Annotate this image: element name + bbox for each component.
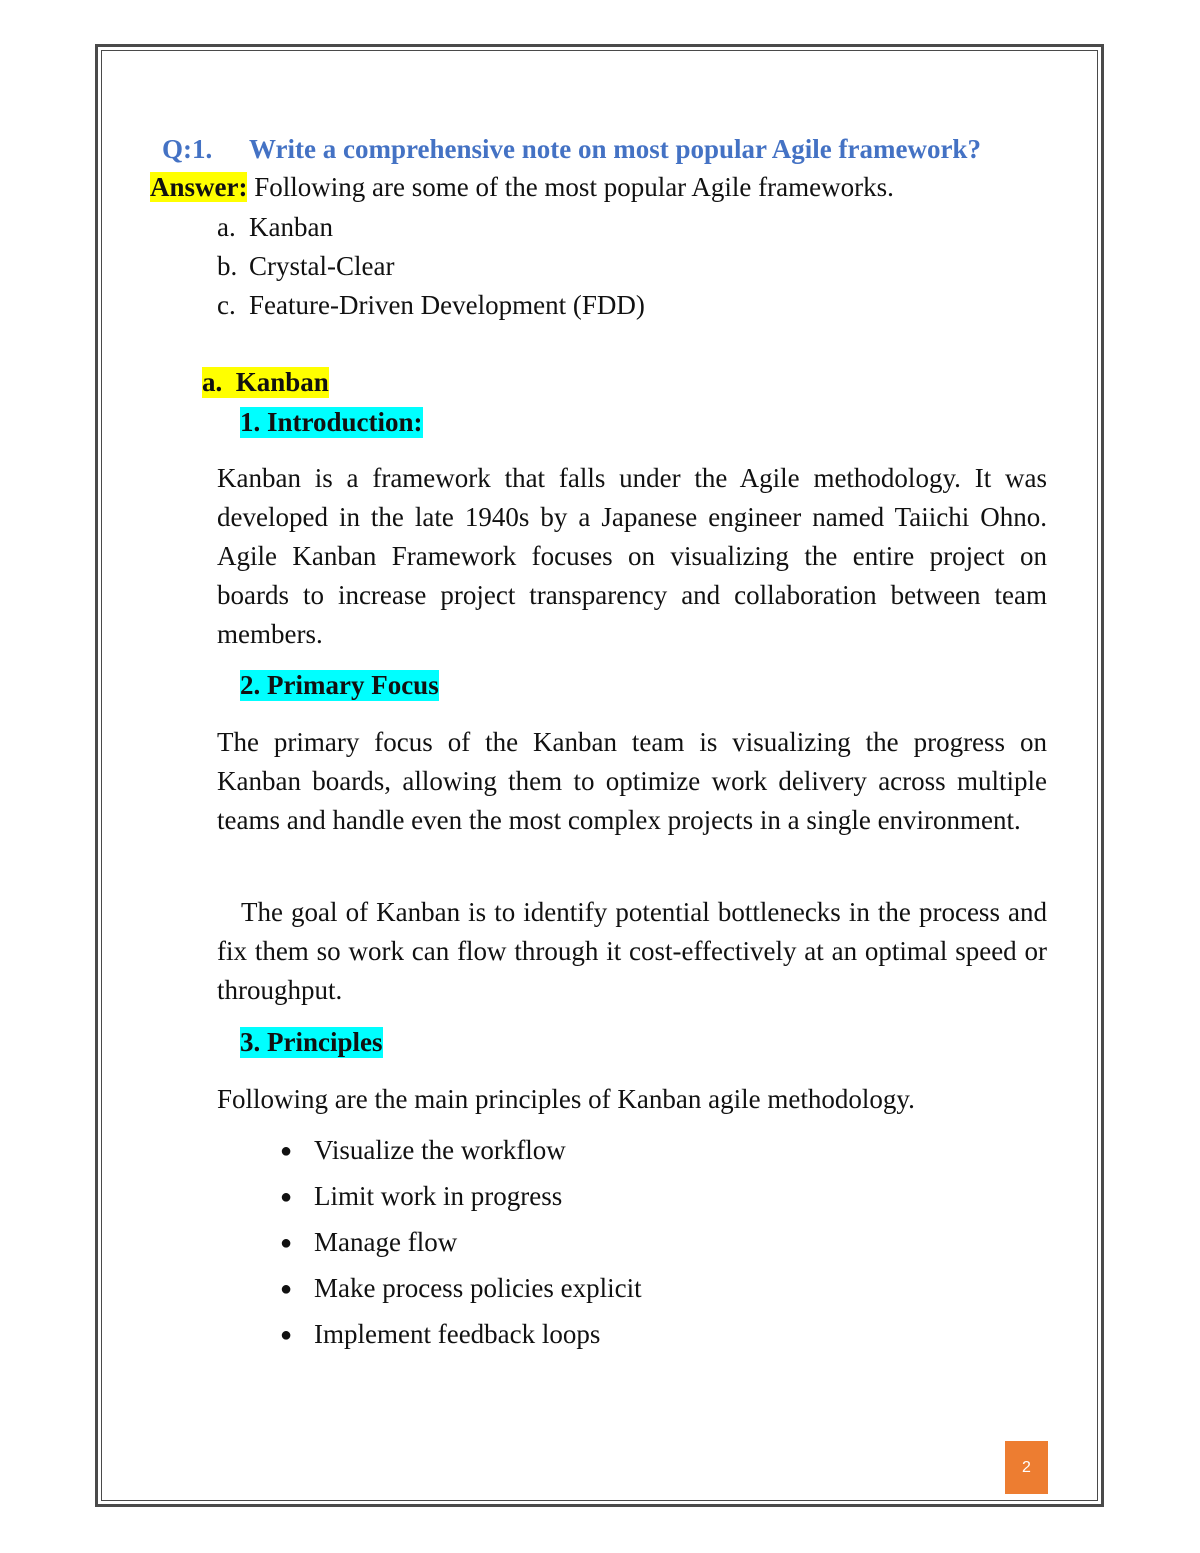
bullet-icon: ●	[280, 1232, 293, 1254]
subheading-introduction: 1. Introduction:	[240, 407, 423, 437]
subheading-primary-focus: 2. Primary Focus	[240, 670, 439, 700]
bullet-icon: ●	[280, 1186, 293, 1208]
subheading-principles: 3. Principles	[240, 1027, 383, 1057]
framework-item	[217, 212, 333, 243]
framework-label: Feature-Driven Development (FDD)	[249, 290, 645, 320]
question-text: Write a comprehensive note on most popular Agile framework?	[249, 134, 981, 164]
list-item	[280, 1130, 642, 1176]
principle-text: Limit work in progress	[314, 1181, 563, 1211]
goal-paragraph: The goal of Kanban is to identify potential bottlenecks in the process and fix them so work can flow through it cost-effectively at an optimal speed or throughput.	[217, 897, 1047, 1005]
list-item	[280, 1314, 642, 1360]
framework-marker: a.	[217, 212, 236, 242]
bullet-icon: ●	[280, 1324, 293, 1346]
framework-marker: c.	[217, 290, 236, 320]
answer-label: Answer:	[150, 172, 248, 202]
list-item	[280, 1222, 642, 1268]
primary-focus-paragraph: The primary focus of the Kanban team is visualizing the progress on Kanban boards, allowing them to optimize work delivery across multiple teams and handle even the most complex projects in a single environment.	[217, 727, 1047, 835]
principles-list	[280, 1130, 642, 1360]
list-item	[280, 1268, 642, 1314]
bullet-icon: ●	[280, 1140, 293, 1162]
answer-line	[150, 172, 894, 203]
answer-text: Following are some of the most popular Agile frameworks.	[247, 172, 894, 202]
introduction-paragraph: Kanban is a framework that falls under the Agile methodology. It was developed in the late 1940s by a Japanese engineer named Taiichi Ohno. Agile Kanban Framework focuses on visualizing the entire project on boards to increase project transparency and collaboration between team members.	[217, 463, 1047, 649]
principle-text: Implement feedback loops	[314, 1319, 601, 1349]
framework-label: Kanban	[249, 212, 333, 242]
framework-label: Crystal-Clear	[249, 251, 395, 281]
question-heading	[162, 134, 981, 165]
page-number-badge: 2	[1005, 1441, 1048, 1494]
principle-text: Visualize the workflow	[314, 1135, 566, 1165]
list-item	[280, 1176, 642, 1222]
framework-item	[217, 290, 645, 321]
question-number: Q:1.	[162, 134, 213, 164]
principle-text: Make process policies explicit	[314, 1273, 642, 1303]
framework-marker: b.	[217, 251, 238, 281]
framework-item	[217, 251, 394, 282]
principles-intro: Following are the main principles of Kanban agile methodology.	[217, 1084, 915, 1114]
bullet-icon: ●	[280, 1278, 293, 1300]
principle-text: Manage flow	[314, 1227, 458, 1257]
section-heading-kanban: a. Kanban	[202, 367, 329, 397]
